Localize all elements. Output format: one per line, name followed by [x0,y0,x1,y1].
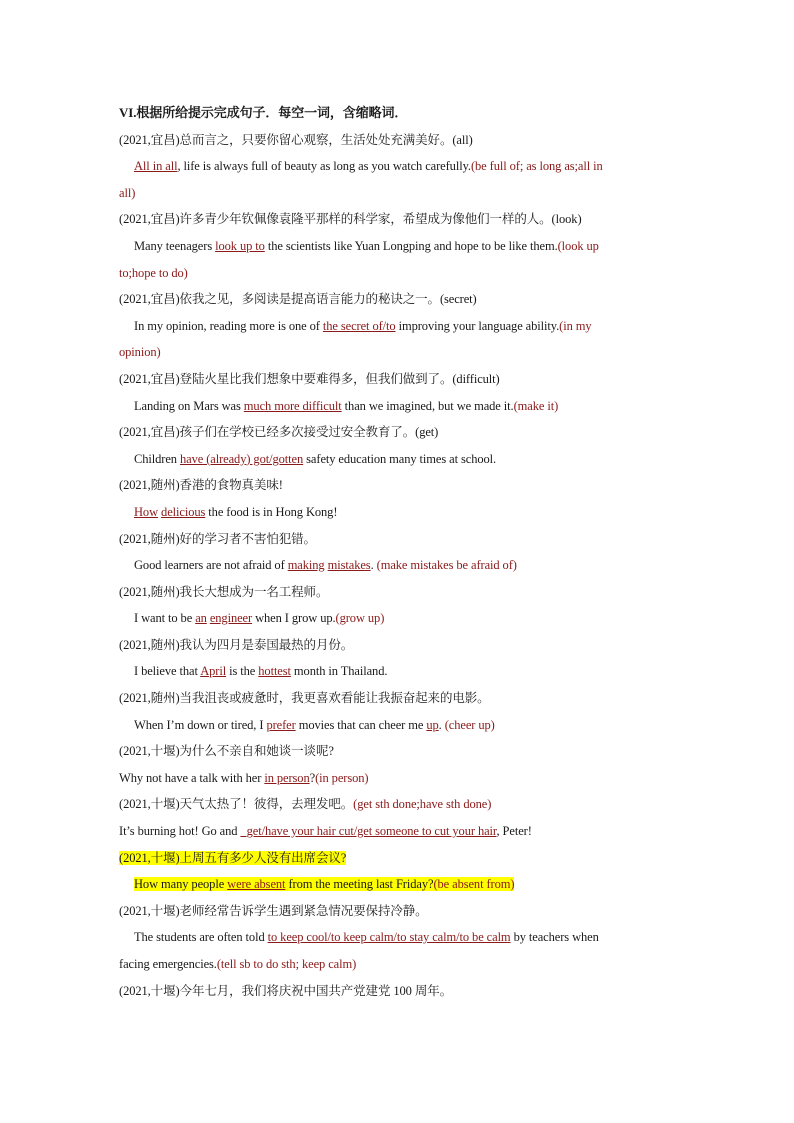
sentence-text: (2021,随州)香港的食物真美味! [119,478,283,493]
sentence-text: (2021,宜昌)登陆火星比我们想象中要难得多，但我们做到了。(difficult) [119,371,500,386]
sentence-text: (2021,随州)我认为四月是泰国最热的月份。 [119,637,354,652]
text-line [119,579,675,606]
text-line [119,871,675,898]
line-text [134,611,384,625]
hint-text: (in person) [315,770,369,785]
answer-blank: an [195,611,207,626]
line-text [119,532,316,546]
sentence-text: the food is in Hong Kong! [205,504,338,519]
sentence-text: It’s burning hot! Go and [119,824,241,839]
hint-text: (grow up) [335,611,385,626]
line-text [119,478,283,492]
sentence-text: (2021,十堰)上周五有多少人没有出席会议? [119,850,347,865]
text-line [119,951,675,978]
answer-blank: up [426,717,439,732]
text-line [119,738,675,765]
sentence-text: When I’m down or tired, I [134,717,267,732]
text-line [119,791,675,818]
text-line [119,632,675,659]
line-text [119,266,188,280]
line-text [134,452,496,466]
sentence-text: How many people [134,877,228,892]
text-line [119,127,675,154]
sentence-text: Good learners are not afraid of [134,558,288,573]
line-text [134,319,592,333]
text-line [119,339,675,366]
answer-blank: engineer [209,611,253,626]
text-line [119,419,675,446]
line-text [134,930,599,944]
sentence-text: Many teenagers [134,238,216,253]
text-line [119,366,675,393]
sentence-text: than we imagined, but we made it. [341,398,514,413]
hint-text: all) [119,185,136,200]
line-text [119,984,452,998]
answer-blank: were absent [227,877,286,892]
sentence-text: . [438,717,445,732]
exercise-lines [119,127,675,1005]
answer-blank: the secret of/to [322,318,396,333]
text-line [119,526,675,553]
answer-blank: How [134,504,159,519]
answer-blank: April [200,664,227,679]
hint-text: (make it) [513,398,559,413]
sentence-text: by teachers when [510,930,599,945]
line-text [119,292,477,306]
text-line [119,180,675,207]
sentence-text: the scientists like Yuan Longping and hope to be like them. [264,238,558,253]
line-text [119,771,368,785]
line-text [119,133,473,147]
answer-blank: have (already) got/gotten [179,451,304,466]
text-line [119,845,675,872]
sentence-text: from the meeting last Friday? [285,877,434,892]
text-line [119,153,675,180]
text-line [119,712,675,739]
sentence-text: (2021,十堰)为什么不亲自和她谈一谈呢? [119,744,334,759]
line-text [134,159,603,173]
section-heading: VI.根据所给提示完成句子．每空一词，含缩略词． [119,105,408,120]
hint-text: (cheer up) [444,717,495,732]
text-line [119,765,675,792]
line-text [119,904,428,918]
line-text [119,638,353,652]
line-text [119,691,490,705]
text-line [119,685,675,712]
line-text [134,505,337,519]
sentence-text: (2021,随州)好的学习者不害怕犯错。 [119,531,316,546]
text-line [119,206,675,233]
sentence-text: I believe that [134,664,201,679]
line-text [119,585,328,599]
line-text [119,744,334,758]
answer-blank: look up to [215,238,265,253]
sentence-text: facing emergencies. [119,957,217,971]
text-line [119,924,675,951]
sentence-text: when I grow up. [252,611,336,626]
line-text [134,718,495,732]
hint-text: (be full of; as long as;all in [470,159,603,174]
answer-blank: in person [264,770,310,785]
text-line [119,446,675,473]
text-line [119,286,675,313]
line-text [134,239,599,253]
hint-text: opinion) [119,345,161,360]
answer-blank: _get/have your hair cut/get someone to cut your hair [240,824,497,839]
line-text [119,957,356,971]
highlighted-text [134,877,514,891]
text-line [119,978,675,1005]
hint-text: to;hope to do) [119,265,188,280]
line-text [119,425,438,439]
sentence-text: Landing on Mars was [134,398,244,413]
sentence-text: (2021,宜昌)孩子们在学校已经多次接受过安全教育了。(get) [119,425,439,440]
line-text [119,372,500,386]
sentence-text: (2021,随州)我长大想成为一名工程师。 [119,584,329,599]
answer-blank: All in all [134,159,178,174]
sentence-text: (2021,十堰)天气太热了！彼得，去理发吧。 [119,797,354,812]
sentence-text: safety education many times at school. [303,451,497,466]
sentence-text: , Peter! [496,824,532,839]
answer-blank: delicious [161,504,206,519]
text-line [119,552,675,579]
answer-blank: making [287,558,325,573]
sentence-text: Children [134,451,180,466]
line-text [119,212,582,226]
hint-text: (tell sb to do sth; keep calm) [216,957,357,971]
sentence-text: movies that can cheer me [295,717,427,732]
sentence-text: (2021,宜昌)依我之见，多阅读是提高语言能力的秘诀之一。(secret) [119,292,477,307]
sentence-text: Why not have a talk with her [119,770,265,785]
text-line [119,499,675,526]
sentence-text: (2021,宜昌)总而言之，只要你留心观察，生活处处充满美好。(all) [119,132,473,147]
sentence-text: (2021,十堰)老师经常告诉学生遇到紧急情况要保持冷静。 [119,903,428,918]
hint-text: (make mistakes be afraid of) [376,558,517,573]
text-line [119,393,675,420]
answer-blank: much more difficult [243,398,342,413]
sentence-text: . [370,558,377,573]
answer-blank: prefer [266,717,296,732]
line-text [119,345,161,359]
text-line [119,605,675,632]
text-line [119,898,675,925]
worksheet-page [119,100,675,1004]
sentence-text: (2021,十堰)今年七月，我们将庆祝中国共产党建党 100 周年。 [119,983,453,998]
highlighted-text [119,851,346,865]
line-text [119,824,532,838]
hint-text: (look up [557,238,599,253]
sentence-text: improving your language ability. [395,318,560,333]
answer-blank: hottest [258,664,291,679]
sentence-text: In my opinion, reading more is one of [134,318,323,333]
sentence-text: , life is always full of beauty as long as you watch carefully. [177,159,471,174]
text-line [119,472,675,499]
text-line [119,233,675,260]
sentence-text: (2021,随州)当我沮丧或疲惫时，我更喜欢看能让我振奋起来的电影。 [119,691,490,706]
line-text [134,664,387,678]
hint-text: (in my [559,318,592,333]
sentence-text: ? [309,770,316,785]
line-text [119,797,491,811]
text-line [119,658,675,685]
text-line [119,818,675,845]
sentence-text: The students are often told [134,930,268,945]
line-text [119,186,135,200]
answer-blank: to keep cool/to keep calm/to stay calm/to be calm [267,930,511,945]
hint-text: (get sth done;have sth done) [353,797,492,812]
text-line [119,313,675,340]
line-text [134,558,517,572]
hint-text: (be absent from) [433,877,515,892]
sentence-text: I want to be [134,611,196,626]
line-text [134,399,558,413]
sentence-text: is the [226,664,259,679]
text-line [119,260,675,287]
sentence-text: (2021,宜昌)许多青少年钦佩像袁隆平那样的科学家，希望成为像他们一样的人。(look) [119,212,582,227]
sentence-text: month in Thailand. [290,664,388,679]
answer-blank: mistakes [327,558,371,573]
